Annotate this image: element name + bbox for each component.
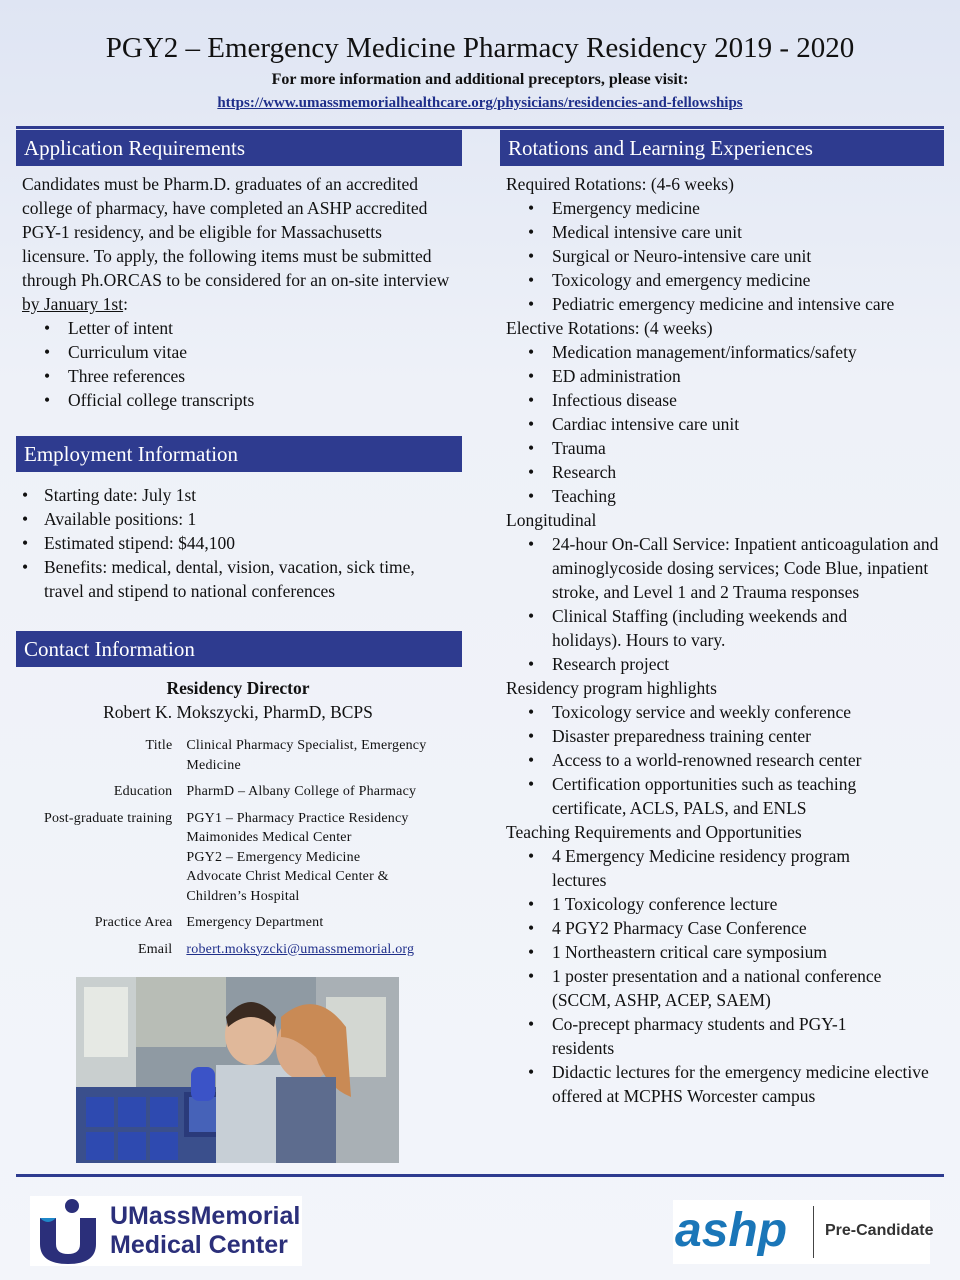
umass-logo-text: UMassMemorial Medical Center — [110, 1202, 301, 1259]
practice-value: Emergency Department — [186, 915, 324, 930]
list-item: • 1 Northeastern critical care symposium — [506, 940, 942, 964]
application-items — [22, 316, 450, 412]
title-label: Title — [145, 738, 173, 753]
residents-photo — [76, 977, 399, 1163]
list-item: • Trauma — [506, 436, 942, 460]
elective-label: Elective Rotations: (4 weeks) — [506, 318, 713, 338]
ashp-logo-text: ashp — [675, 1204, 788, 1257]
list-item: • Official college transcripts — [22, 388, 450, 412]
list-item: • Estimated stipend: $44,100 — [22, 531, 442, 555]
longitudinal-list — [506, 532, 942, 676]
highlights-list — [506, 700, 942, 820]
list-item: • Didactic lectures for the emergency medicine elective offered at MCPHS Worcester campus — [506, 1060, 932, 1108]
list-item: • Toxicology service and weekly conference — [506, 700, 942, 724]
list-item: • Research — [506, 460, 942, 484]
list-item: • Infectious disease — [506, 388, 942, 412]
list-item: • Curriculum vitae — [22, 340, 450, 364]
table-row — [16, 940, 456, 967]
top-divider — [16, 126, 944, 129]
list-item: • Access to a world-renowned research center — [506, 748, 942, 772]
teaching-list — [506, 844, 942, 1108]
list-item: • 1 Toxicology conference lecture — [506, 892, 942, 916]
list-item: • Starting date: July 1st — [22, 483, 442, 507]
employment-heading: Employment Information — [16, 436, 462, 472]
logo-divider — [813, 1206, 814, 1258]
list-item: • Benefits: medical, dental, vision, vacation, sick time, travel and stipend to national conferences — [22, 555, 442, 603]
list-item: • 1 poster presentation and a national conference (SCCM, ASHP, ACEP, SAEM) — [506, 964, 942, 1012]
list-item: • 4 Emergency Medicine residency program lectures — [506, 844, 902, 892]
application-intro: Candidates must be Pharm.D. graduates of an accredited college of pharmacy, have completed an ASHP accredited PGY-1 residency, and be eligible for Massachusetts licensure. To apply, the following items must be submitted through Ph.ORCAS to be considered for an on-site interview by January 1st: — [22, 174, 450, 314]
list-item: • Cardiac intensive care unit — [506, 412, 942, 436]
required-label: Required Rotations: (4-6 weeks) — [506, 174, 734, 194]
postgrad-value: PGY1 – Pharmacy Practice Residency Maimonides Medical Center PGY2 – Emergency Medicine Advocate Christ Medical Center & Children’s Hospital — [186, 810, 409, 904]
application-deadline: by January 1st — [22, 294, 124, 314]
bottom-divider — [16, 1174, 944, 1177]
title-value: Clinical Pharmacy Specialist, Emergency Medicine — [186, 738, 427, 773]
employment-section — [22, 483, 442, 603]
application-section — [22, 172, 450, 412]
list-item: • Emergency medicine — [506, 196, 942, 220]
application-heading: Application Requirements — [16, 130, 462, 166]
table-row — [16, 736, 456, 782]
precandidate-label: Pre-Candidate — [825, 1222, 934, 1239]
education-label: Education — [113, 784, 173, 799]
list-item: • Research project — [506, 652, 942, 676]
longitudinal-label: Longitudinal — [506, 510, 597, 530]
list-item: • ED administration — [506, 364, 942, 388]
practice-label: Practice Area — [94, 915, 173, 930]
list-item: • Clinical Staffing (including weekends and holidays). Hours to vary. — [506, 604, 892, 652]
list-item: • Available positions: 1 — [22, 507, 442, 531]
list-item: • Surgical or Neuro-intensive care unit — [506, 244, 942, 268]
residency-website-link[interactable]: https://www.umassmemorialhealthcare.org/physicians/residencies-and-fellowships — [217, 95, 743, 111]
elective-list — [506, 340, 942, 508]
director-block — [16, 676, 460, 724]
employment-items — [22, 483, 442, 603]
table-row — [16, 782, 456, 809]
highlights-label: Residency program highlights — [506, 678, 717, 698]
list-item: • Certification opportunities such as teaching certificate, ACLS, PALS, and ENLS — [506, 772, 912, 820]
postgrad-label: Post-graduate training — [43, 810, 173, 826]
education-value: PharmD – Albany College of Pharmacy — [186, 784, 417, 799]
umass-memorial-logo — [30, 1196, 302, 1266]
director-name: Robert K. Mokszycki, PharmD, BCPS — [103, 702, 373, 722]
table-row — [16, 913, 456, 940]
list-item: • 24-hour On-Call Service: Inpatient anticoagulation and aminoglycoside dosing services; Code Blue, inpatient stroke, and Level 1 and 2 Trauma responses — [506, 532, 942, 604]
list-item: • Co-precept pharmacy students and PGY-1 residents — [506, 1012, 902, 1060]
list-item: • Pediatric emergency medicine and intensive care — [506, 292, 912, 316]
list-item: • Disaster preparedness training center — [506, 724, 942, 748]
list-item: • 4 PGY2 Pharmacy Case Conference — [506, 916, 942, 940]
page-title: PGY2 – Emergency Medicine Pharmacy Residency 2019 - 2020 — [105, 32, 855, 64]
list-item: • Medical intensive care unit — [506, 220, 942, 244]
teaching-label: Teaching Requirements and Opportunities — [506, 822, 802, 842]
email-link[interactable]: robert.moksyzcki@umassmemorial.org — [186, 941, 415, 957]
email-value — [186, 940, 456, 967]
required-list — [506, 196, 942, 316]
list-item: • Three references — [22, 364, 450, 388]
contact-table — [16, 736, 456, 966]
list-item: • Medication management/informatics/safety — [506, 340, 942, 364]
list-item: • Toxicology and emergency medicine — [506, 268, 942, 292]
rotations-heading: Rotations and Learning Experiences — [500, 130, 944, 166]
umass-emblem-icon — [34, 1196, 104, 1266]
email-label: Email — [137, 941, 173, 957]
director-role: Residency Director — [166, 678, 310, 698]
rotations-section — [506, 172, 942, 1108]
table-row — [16, 809, 456, 914]
list-item: • Teaching — [506, 484, 942, 508]
ashp-precandidate-logo — [673, 1200, 934, 1264]
contact-heading: Contact Information — [16, 631, 462, 667]
info-text: For more information and additional preceptors, please visit: — [271, 71, 689, 88]
list-item: • Letter of intent — [22, 316, 450, 340]
